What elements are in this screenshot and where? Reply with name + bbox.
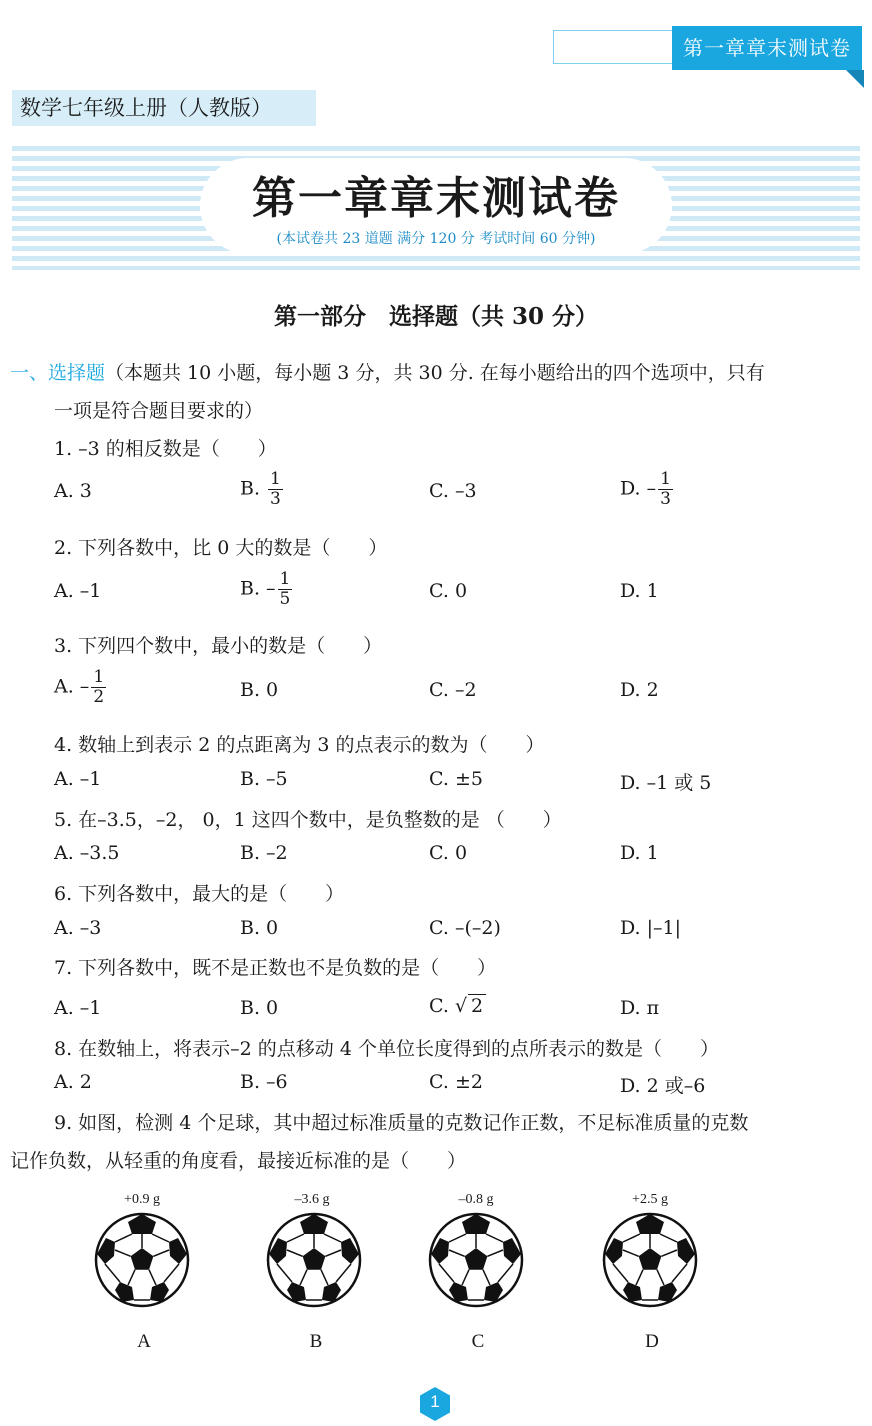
fraction-denominator: 2 <box>93 687 105 707</box>
ball-a-letter: A <box>137 1331 151 1352</box>
instruction-text-1: （本题共 10 小题，每小题 3 分，共 30 分. 在每小题给出的四个选项中，只有 <box>105 362 765 384</box>
question-7-stem: 7. 下列各数中，既不是正数也不是负数的是（ ） <box>54 957 497 979</box>
option-prefix: C. √ <box>429 995 468 1017</box>
subject-title: 数学七年级上册（人教版） <box>12 90 316 126</box>
fraction <box>91 668 106 707</box>
question-9-stem-line-2: 记作负数，从轻重的角度看，最接近标准的是（ ） <box>10 1150 467 1172</box>
exam-subtitle: (本试卷共 23 道题 满分 120 分 考试时间 60 分钟) <box>276 231 596 247</box>
question-1-option-d <box>620 470 673 509</box>
question-2-option-b <box>240 570 292 609</box>
ball-d-weight: +2.5 g <box>632 1192 668 1207</box>
fraction-denominator: 5 <box>279 589 291 609</box>
question-4-option-b: B. –5 <box>240 768 288 790</box>
question-4-option-d: D. –1 或 5 <box>620 772 712 794</box>
question-6-option-d: D. |–1| <box>620 917 682 939</box>
question-7-option-b: B. 0 <box>240 997 279 1019</box>
question-3-option-b: B. 0 <box>240 679 279 701</box>
soccer-ball-b <box>266 1212 362 1308</box>
question-6-stem: 6. 下列各数中，最大的是（ ） <box>54 883 345 905</box>
ball-b-weight: –3.6 g <box>294 1192 330 1207</box>
question-1-stem: 1. –3 的相反数是（ ） <box>54 438 277 460</box>
fraction-numerator: 1 <box>660 469 671 489</box>
question-5-stem: 5. 在–3.5，–2， 0，1 这四个数中，是负整数的是 （ ） <box>54 809 562 831</box>
question-8-option-b: B. –6 <box>240 1071 288 1093</box>
fraction-denominator: 3 <box>660 489 671 509</box>
fraction-numerator: 1 <box>93 667 105 687</box>
question-1-option-c: C. –3 <box>429 480 477 502</box>
header-tab-label: 第一章章末测试卷 <box>672 26 862 70</box>
question-6-option-b: B. 0 <box>240 917 279 939</box>
question-5-option-b: B. –2 <box>240 842 288 864</box>
question-7-option-c <box>429 995 486 1017</box>
question-1-option-b <box>240 470 283 509</box>
question-6-option-a: A. –3 <box>54 917 102 939</box>
ball-a-weight: +0.9 g <box>124 1192 160 1207</box>
question-2-option-c: C. 0 <box>429 580 468 602</box>
option-prefix: B. – <box>240 577 276 600</box>
question-2-option-a: A. –1 <box>54 580 102 602</box>
fraction <box>268 470 283 509</box>
instruction-line-2: 一项是符合题目要求的） <box>54 400 264 422</box>
header-tab-corner <box>846 70 864 88</box>
option-prefix: B. <box>240 477 267 500</box>
question-6-option-c: C. –(–2) <box>429 917 501 939</box>
question-5-option-a: A. –3.5 <box>54 842 120 864</box>
question-4-option-a: A. –1 <box>54 768 102 790</box>
option-prefix: A. – <box>54 675 90 698</box>
question-5-option-d: D. 1 <box>620 842 659 864</box>
header-tab-box <box>553 30 673 64</box>
fraction-numerator: 1 <box>279 569 291 589</box>
instruction-line-1 <box>10 358 765 385</box>
exam-title: 第一章章末测试卷 <box>252 173 620 224</box>
question-4-stem: 4. 数轴上到表示 2 的点距离为 3 的点表示的数为（ ） <box>54 734 545 756</box>
question-3-stem: 3. 下列四个数中，最小的数是（ ） <box>54 635 383 657</box>
question-3-option-d: D. 2 <box>620 679 659 701</box>
page-number: 1 <box>430 1392 440 1411</box>
soccer-ball-c <box>428 1212 524 1308</box>
fraction <box>658 470 673 509</box>
question-2-option-d: D. 1 <box>620 580 659 602</box>
question-7-option-d: D. π <box>620 997 660 1019</box>
fraction-numerator: 1 <box>270 469 281 489</box>
question-7-option-a: A. –1 <box>54 997 102 1019</box>
question-8-option-d: D. 2 或–6 <box>620 1075 706 1097</box>
section-title: 第一部分 选择题（共 30 分） <box>273 303 599 330</box>
fraction-denominator: 3 <box>270 489 281 509</box>
question-3-option-c: C. –2 <box>429 679 477 701</box>
fraction <box>278 570 293 609</box>
question-8-option-c: C. ±2 <box>429 1071 483 1093</box>
soccer-ball-d <box>602 1212 698 1308</box>
question-8-option-a: A. 2 <box>54 1071 92 1093</box>
ball-d-letter: D <box>645 1331 659 1352</box>
ball-c-weight: –0.8 g <box>458 1192 494 1207</box>
question-3-option-a <box>54 668 106 707</box>
ball-c-letter: C <box>471 1331 485 1352</box>
question-4-option-c: C. ±5 <box>429 768 483 790</box>
soccer-ball-a <box>94 1212 190 1308</box>
ball-b-letter: B <box>309 1331 323 1352</box>
question-1-option-a: A. 3 <box>54 480 92 502</box>
radicand: 2 <box>468 994 486 1017</box>
question-9-stem-line-1: 9. 如图，检测 4 个足球，其中超过标准质量的克数记作正数，不足标准质量的克数 <box>54 1112 749 1134</box>
question-2-stem: 2. 下列各数中，比 0 大的数是（ ） <box>54 537 388 559</box>
question-8-stem: 8. 在数轴上，将表示–2 的点移动 4 个单位长度得到的点所表示的数是（ ） <box>54 1038 719 1060</box>
question-5-option-c: C. 0 <box>429 842 468 864</box>
instruction-prefix: 一、选择题 <box>10 362 106 384</box>
option-prefix: D. – <box>620 477 657 500</box>
